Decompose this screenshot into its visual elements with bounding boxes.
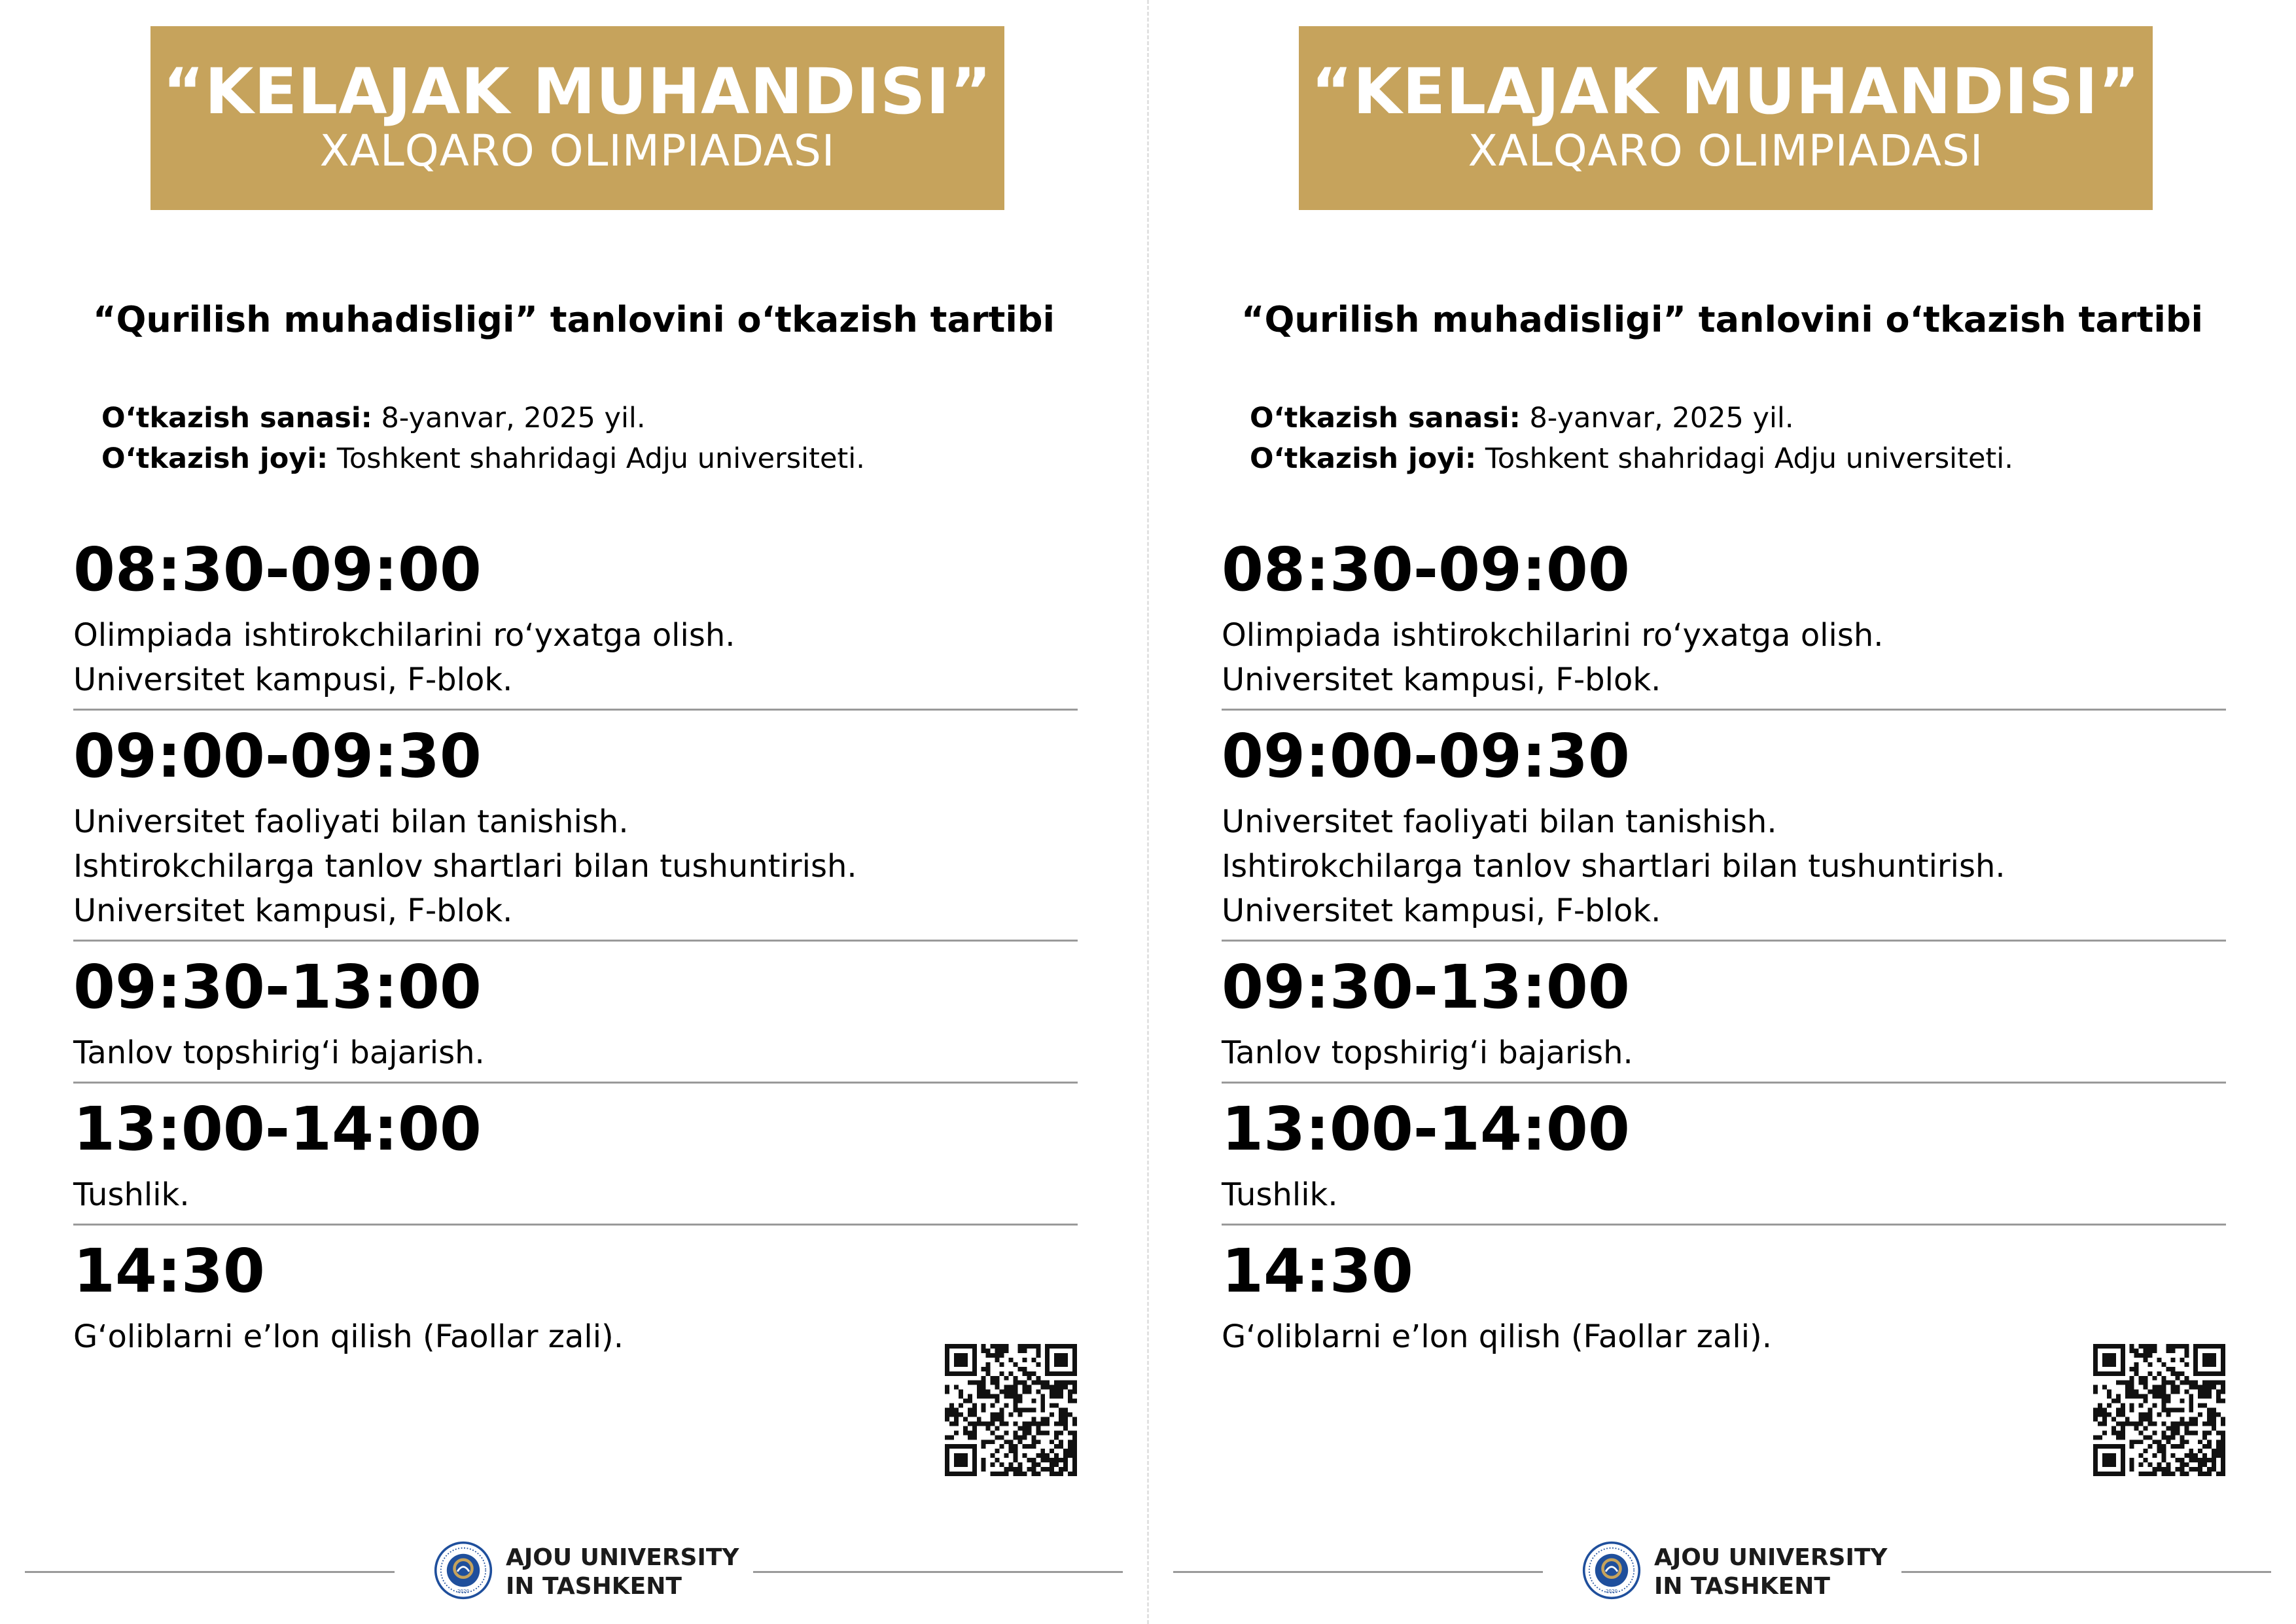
place-value: Toshkent shahridagi Adju universiteti. <box>328 442 865 475</box>
slot-description: Tanlov topshirig‘i bajarish. <box>1222 1034 1633 1071</box>
slot-description: Ishtirokchilarga tanlov shartlari bilan tushuntirish. <box>1222 848 2005 885</box>
place-label: O‘tkazish joyi: <box>1250 442 1477 475</box>
date-value: 8-yanvar, 2025 yil. <box>372 402 646 434</box>
schedule-slot <box>1222 952 2226 1084</box>
logo-year: 2020 <box>457 1588 470 1595</box>
slot-time: 09:00-09:30 <box>1222 721 1630 791</box>
banner-subtitle: XALQARO OLIMPIADASI <box>1468 126 1984 176</box>
university-logo-icon <box>434 1541 493 1600</box>
slot-description: Tushlik. <box>73 1176 190 1213</box>
slot-time: 14:30 <box>73 1236 265 1306</box>
university-name-line: IN TASHKENT <box>1654 1573 1830 1600</box>
schedule-slot <box>1222 1236 2226 1366</box>
event-meta <box>1250 398 2013 479</box>
university-logo-icon <box>1582 1541 1641 1600</box>
university-name-line: AJOU UNIVERSITY <box>1654 1544 1888 1571</box>
slot-description: Tanlov topshirig‘i bajarish. <box>73 1034 485 1071</box>
footer-rule-left <box>25 1571 395 1573</box>
place-line <box>101 438 865 479</box>
slot-time: 09:30-13:00 <box>1222 952 1630 1022</box>
schedule-page-right <box>1148 0 2296 1624</box>
slot-description: Universitet kampusi, F-blok. <box>1222 662 1661 698</box>
slot-description: Olimpiada ishtirokchilarini ro‘yxatga olish. <box>1222 617 1884 654</box>
event-meta <box>101 398 865 479</box>
date-label: O‘tkazish sanasi: <box>101 402 372 434</box>
banner-subtitle: XALQARO OLIMPIADASI <box>319 126 836 176</box>
footer-rule-right <box>753 1571 1123 1573</box>
slot-time: 08:30-09:00 <box>73 535 482 605</box>
slot-description: Universitet kampusi, F-blok. <box>73 892 513 929</box>
footer-rule-left <box>1173 1571 1543 1573</box>
banner-title: “KELAJAK MUHANDISI” <box>162 55 993 128</box>
document-title: “Qurilish muhadisligi” tanlovini o‘tkazish tartibi <box>1241 299 2203 340</box>
schedule-slot <box>73 952 1078 1084</box>
qr-code-icon[interactable] <box>2093 1344 2225 1476</box>
schedule-slot <box>1222 535 2226 711</box>
slot-description: Universitet kampusi, F-blok. <box>73 662 513 698</box>
slot-time: 14:30 <box>1222 1236 1413 1306</box>
slot-time: 08:30-09:00 <box>1222 535 1630 605</box>
slot-description: Ishtirokchilarga tanlov shartlari bilan tushuntirish. <box>73 848 857 885</box>
date-line <box>101 398 865 438</box>
university-name-line: AJOU UNIVERSITY <box>506 1544 739 1571</box>
slot-description: Universitet faoliyati bilan tanishish. <box>73 803 629 840</box>
slot-time: 09:00-09:30 <box>73 721 482 791</box>
place-value: Toshkent shahridagi Adju universiteti. <box>1476 442 2013 475</box>
schedule-list <box>1222 535 2226 1381</box>
slot-description: G‘oliblarni e’lon qilish (Faollar zali). <box>1222 1318 1773 1355</box>
date-label: O‘tkazish sanasi: <box>1250 402 1521 434</box>
schedule-list <box>73 535 1078 1381</box>
schedule-slot <box>73 1236 1078 1366</box>
slot-description: G‘oliblarni e’lon qilish (Faollar zali). <box>73 1318 624 1355</box>
schedule-slot <box>73 721 1078 942</box>
event-banner <box>150 26 1004 210</box>
slot-description: Universitet kampusi, F-blok. <box>1222 892 1661 929</box>
university-name <box>1654 1544 1888 1601</box>
qr-code-icon[interactable] <box>945 1344 1077 1476</box>
schedule-slot <box>1222 721 2226 942</box>
slot-description: Tushlik. <box>1222 1176 1338 1213</box>
document-title: “Qurilish muhadisligi” tanlovini o‘tkazish tartibi <box>93 299 1055 340</box>
footer-rule-right <box>1901 1571 2271 1573</box>
place-label: O‘tkazish joyi: <box>101 442 328 475</box>
slot-time: 09:30-13:00 <box>73 952 482 1022</box>
banner-title: “KELAJAK MUHANDISI” <box>1311 55 2141 128</box>
schedule-slot <box>73 535 1078 711</box>
slot-description: Universitet faoliyati bilan tanishish. <box>1222 803 1777 840</box>
university-name-line: IN TASHKENT <box>506 1573 682 1600</box>
date-line <box>1250 398 2013 438</box>
schedule-slot <box>1222 1094 2226 1226</box>
slot-time: 13:00-14:00 <box>73 1094 482 1164</box>
logo-year: 2020 <box>1605 1588 1618 1595</box>
slot-time: 13:00-14:00 <box>1222 1094 1630 1164</box>
schedule-slot <box>73 1094 1078 1226</box>
place-line <box>1250 438 2013 479</box>
slot-description: Olimpiada ishtirokchilarini ro‘yxatga olish. <box>73 617 735 654</box>
event-banner <box>1299 26 2153 210</box>
university-name <box>506 1544 739 1601</box>
date-value: 8-yanvar, 2025 yil. <box>1520 402 1794 434</box>
